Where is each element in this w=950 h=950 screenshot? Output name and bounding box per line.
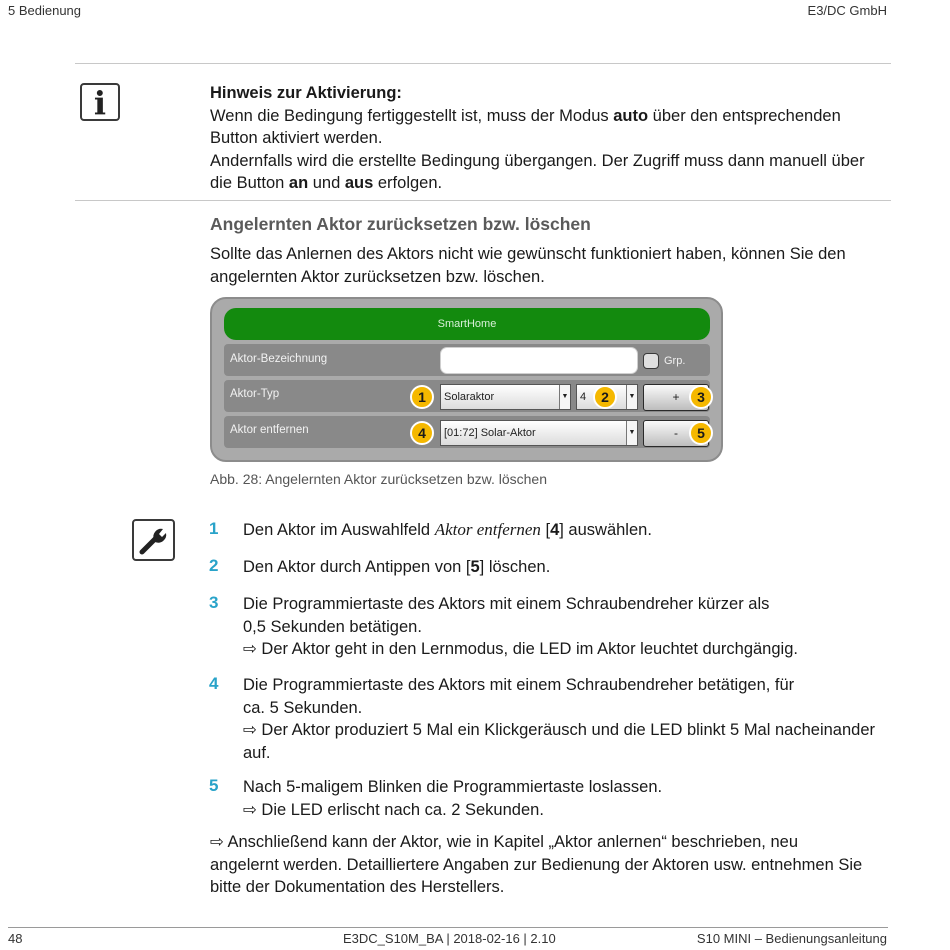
note-line-4: die Button an und aus erfolgen. [210, 174, 443, 192]
footer-doc-id: E3DC_S10M_BA | 2018-02-16 | 2.10 [343, 931, 556, 946]
step-number: 5 [209, 776, 219, 795]
step-3-text: Die Programmiertaste des Aktors mit einem Schraubendreher kürzer als 0,5 Sekunden betätigen. ⇨ Der Aktor geht in den Lernmodus, die LED im Aktor leuchtet durchgängig. [243, 593, 893, 661]
step-number: 1 [209, 519, 219, 538]
note-top-rule [75, 63, 891, 64]
closing-paragraph: ⇨ Anschließend kann der Aktor, wie in Kapitel „Aktor anlernen“ beschrieben, neu angelernt werden. Detailliertere Angaben zur Bedienung der Aktoren usw. entnehmen Sie bitte der Dokumentation des Herstellers. [210, 833, 863, 896]
note-title: Hinweis zur Aktivierung: [210, 84, 402, 102]
label-aktor-entfernen: Aktor entfernen [230, 424, 309, 436]
callout-badge-3: 3 [689, 385, 713, 409]
label-aktor-bezeichnung: Aktor-Bezeichnung [230, 353, 328, 365]
footer-doc-title: S10 MINI – Bedienungsanleitung [696, 931, 887, 946]
header-chapter: 5 Bedienung [8, 3, 82, 18]
aktor-bezeichnung-input[interactable] [440, 347, 638, 374]
step-4-result: ⇨ Der Aktor produziert 5 Mal ein Klickgeräusch und die LED blinkt 5 Mal nacheinander [243, 721, 875, 739]
grp-label: Grp. [664, 355, 686, 367]
chevron-down-icon: ▼ [626, 421, 637, 445]
note-line-2: Button aktiviert werden. [210, 129, 383, 147]
step-3-result: ⇨ Der Aktor geht in den Lernmodus, die LED im Aktor leuchtet durchgängig. [243, 640, 798, 658]
step-5-text: Nach 5-maligem Blinken die Programmiertaste loslassen. ⇨ Die LED erlischt nach ca. 2 Sekunden. [243, 776, 893, 821]
smarthome-title: SmartHome [224, 308, 710, 340]
step-1-text: Den Aktor im Auswahlfeld Aktor entfernen [4] auswählen. [243, 520, 652, 539]
footer-page-number: 48 [8, 931, 23, 946]
section-title: Angelernten Aktor zurücksetzen bzw. löschen [210, 214, 591, 234]
aktor-typ-select[interactable]: Solaraktor ▼ [440, 384, 571, 410]
label-aktor-typ: Aktor-Typ [230, 388, 280, 400]
step-number: 3 [209, 593, 219, 612]
step-number: 2 [209, 556, 219, 575]
footer-rule [8, 927, 888, 928]
callout-badge-4: 4 [410, 421, 434, 445]
aktor-count-select[interactable]: 4 ▼ [576, 384, 638, 410]
note-block [210, 82, 890, 195]
note-line-1: Wenn die Bedingung fertiggestellt ist, muss der Modus auto über den entsprechenden [210, 106, 841, 125]
remove-aktor-button[interactable]: - [643, 420, 709, 447]
wrench-icon [132, 519, 175, 561]
chevron-down-icon: ▼ [559, 385, 570, 409]
step-number: 4 [209, 674, 219, 693]
aktor-entfernen-select[interactable]: [01:72] Solar-Aktor ▼ [440, 420, 638, 446]
note-line-3: Andernfalls wird die erstellte Bedingung übergangen. Der Zugriff muss dann manuell über [210, 151, 865, 170]
step-4-text: Die Programmiertaste des Aktors mit einem Schraubendreher betätigen, für ca. 5 Sekunden. ⇨ Der Aktor produziert 5 Mal ein Klickgeräusch und die LED blinkt 5 Mal nacheinander auf. [243, 674, 893, 764]
callout-badge-1: 1 [410, 385, 434, 409]
step-5-result: ⇨ Die LED erlischt nach ca. 2 Sekunden. [243, 800, 544, 819]
section-intro: Sollte das Anlernen des Aktors nicht wie gewünscht funktioniert haben, können Sie den angelernten Aktor zurücksetzen bzw. löschen. [210, 245, 846, 286]
callout-badge-5: 5 [689, 421, 713, 445]
grp-checkbox[interactable] [643, 353, 659, 369]
step-2-text: Den Aktor durch Antippen von [5] löschen. [243, 558, 551, 576]
callout-badge-2: 2 [593, 385, 617, 409]
figure-caption: Abb. 28: Angelernten Aktor zurücksetzen bzw. löschen [210, 471, 547, 487]
chevron-down-icon: ▼ [626, 385, 637, 409]
info-icon: i [80, 83, 120, 121]
add-aktor-button[interactable]: + [643, 384, 709, 411]
header-company: E3/DC GmbH [807, 3, 887, 18]
note-bottom-rule [75, 200, 891, 201]
